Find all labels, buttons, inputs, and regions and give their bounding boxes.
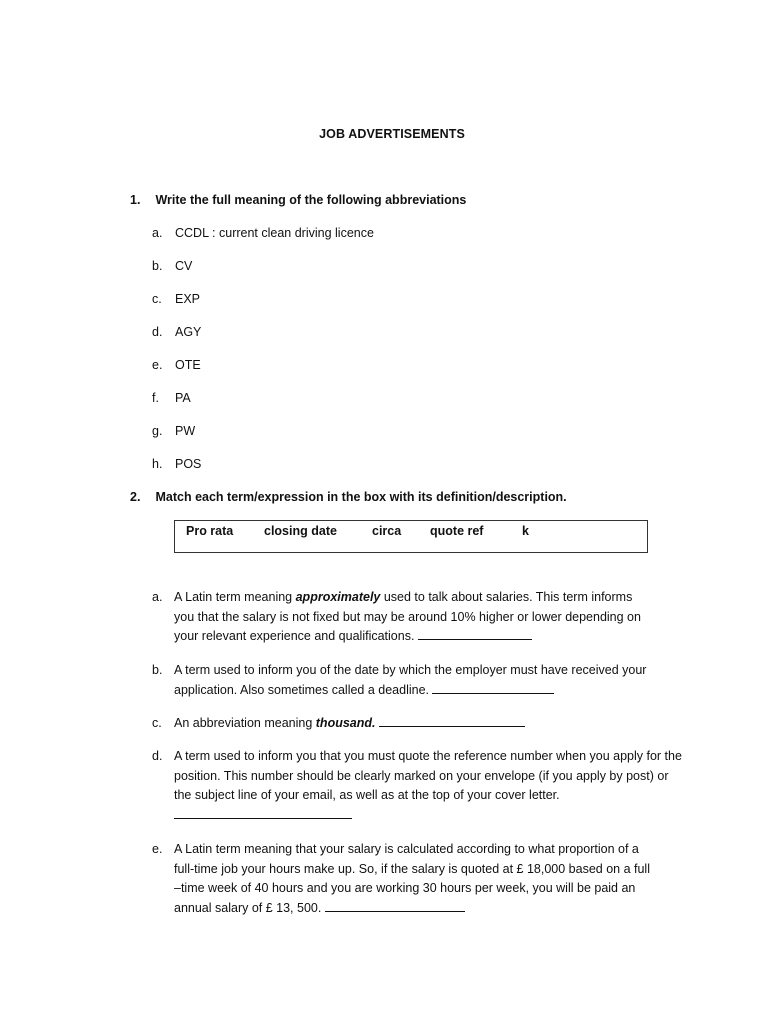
list-item — [152, 424, 195, 438]
list-item — [152, 358, 201, 372]
list-item — [152, 391, 191, 405]
box-term: closing date — [264, 524, 337, 538]
item-text: POS — [175, 457, 202, 471]
definition-text — [174, 747, 686, 825]
answer-blank[interactable] — [418, 627, 532, 640]
box-term: k — [522, 524, 529, 538]
item-text: PA — [175, 391, 191, 405]
item-letter: a. — [152, 590, 163, 604]
item-letter: b. — [152, 259, 163, 273]
item-letter: e. — [152, 358, 163, 372]
question-prompt: Write the full meaning of the following abbreviations — [155, 193, 467, 207]
list-item — [152, 325, 201, 339]
definition-item — [152, 661, 692, 700]
definition-text — [174, 714, 666, 734]
question-2 — [130, 490, 567, 504]
box-term: Pro rata — [186, 524, 234, 538]
item-letter: d. — [152, 749, 163, 763]
item-letter: b. — [152, 663, 163, 677]
item-text: EXP — [175, 292, 201, 306]
item-letter: f. — [152, 391, 159, 405]
item-text: CV — [175, 259, 193, 273]
item-text: CCDL : current clean driving licence — [175, 226, 374, 240]
question-1 — [130, 193, 466, 207]
definition-item — [152, 840, 692, 918]
item-text: PW — [175, 424, 196, 438]
item-text: AGY — [175, 325, 202, 339]
definition-item — [152, 747, 692, 825]
definition-text — [174, 840, 660, 918]
answer-blank[interactable] — [174, 806, 352, 819]
definition-text — [174, 588, 644, 647]
item-letter: c. — [152, 716, 162, 730]
item-text: OTE — [175, 358, 201, 372]
question-number: 2. — [130, 490, 141, 504]
answer-blank[interactable] — [379, 714, 525, 727]
question-number: 1. — [130, 193, 141, 207]
item-letter: a. — [152, 226, 163, 240]
list-item — [152, 259, 192, 273]
definition-item — [152, 714, 692, 734]
definition-text — [174, 661, 666, 700]
answer-blank[interactable] — [432, 681, 554, 694]
text-emphasis: thousand. — [315, 716, 376, 730]
definition-item — [152, 588, 692, 647]
text-part: A Latin term meaning that your salary is calculated according to what proportion of a full-time job your hours make up. So, if the salary is quoted at £ 18,000 based on a full –time week of 40 hours and you are working 30 hours per week, you will be paid an annual salary of £ 13, 500. — [174, 842, 650, 915]
item-letter: c. — [152, 292, 162, 306]
box-term: quote ref — [430, 524, 484, 538]
question-prompt: Match each term/expression in the box with its definition/description. — [155, 490, 567, 504]
text-part: A term used to inform you that you must quote the reference number when you apply for the position. This number should be clearly marked on your envelope (if you apply by post) or the subject line of your email, as well as at the top of your cover letter. — [174, 749, 682, 802]
list-item — [152, 292, 200, 306]
text-part: A Latin term meaning — [174, 590, 296, 604]
answer-blank[interactable] — [325, 899, 465, 912]
list-item — [152, 457, 201, 471]
item-letter: g. — [152, 424, 163, 438]
list-item — [152, 226, 374, 240]
box-term: circa — [372, 524, 402, 538]
item-letter: h. — [152, 457, 163, 471]
text-part: used to talk about salaries. This term informs you that the salary is not fixed but may be around 10% higher or lower depending on your relevant experience and qualifications. — [174, 590, 641, 643]
text-part: An abbreviation meaning — [174, 716, 316, 730]
text-part: A term used to inform you of the date by which the employer must have received your application. Also sometimes called a deadline. — [174, 663, 647, 697]
item-letter: e. — [152, 842, 163, 856]
term-box — [174, 520, 648, 553]
text-emphasis: approximately — [295, 590, 381, 604]
page-title: JOB ADVERTISEMENTS — [319, 127, 465, 141]
item-letter: d. — [152, 325, 163, 339]
